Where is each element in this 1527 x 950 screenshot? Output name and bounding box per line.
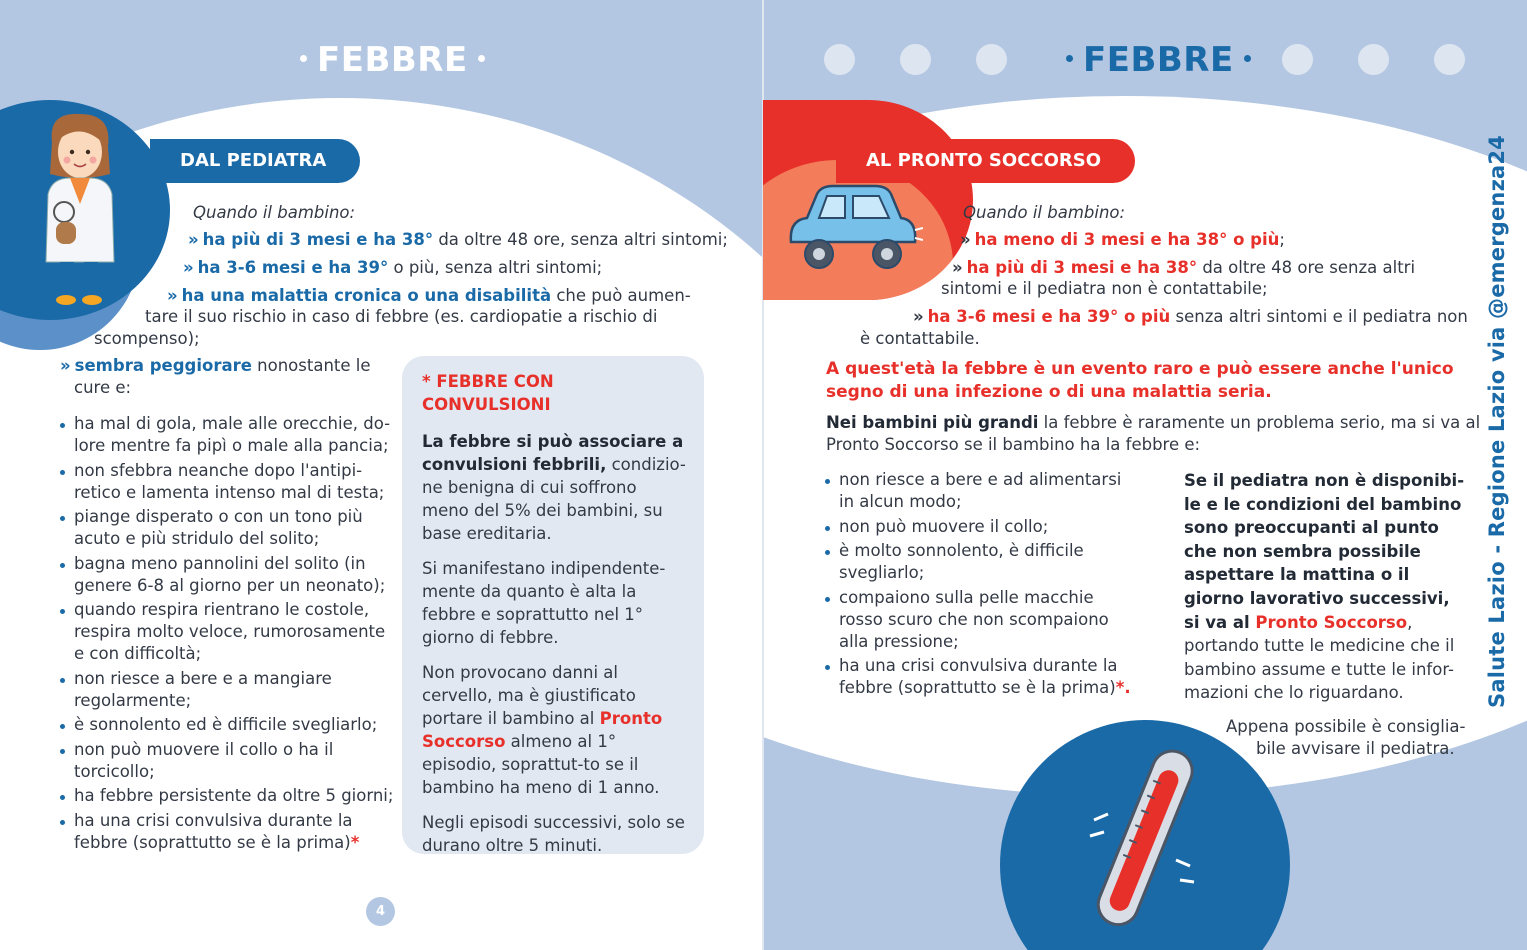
criteria-line-cont: cure e: (74, 378, 132, 397)
criteria-line: » ha una malattia cronica o una disabilità che può aumen- (167, 286, 691, 305)
car-illustration (783, 180, 923, 275)
list-item: quando respira rientrano le costole, respira molto veloce, rumorosamente e con difficoltà; (60, 599, 395, 665)
criteria-line-cont: è contattabile. (860, 329, 980, 348)
box-paragraph: Si manifestano indipendente-mente da quanto è alta la febbre e soprattutto nel 1° giorno di febbre. (422, 559, 666, 647)
criteria-line: » ha più di 3 mesi e ha 38° da oltre 48 ore senza altri (952, 258, 1416, 277)
older-children-text: Pronto Soccorso se il bambino ha la febbre e: (826, 435, 1201, 454)
pediatrician-unavailable-text: Se il pediatra non è disponibi- le e le condizioni del bambino sono preoccupanti al punto che non sembra possibile aspettare la mattina o il giorno lavorativo successivi, si va al Pronto Soccorso, portando tutte le medicine che il bambino assume e tutte le infor- mazioni che lo riguardano. (1184, 471, 1465, 703)
list-item: non riesce a bere e ad alimentarsi in alcun modo; (825, 469, 1155, 513)
page-title: FEBBRE (290, 40, 495, 80)
list-item: ha una crisi convulsiva durante la febbre (soprattutto se è la prima)*. (825, 655, 1155, 699)
criteria-line-cont: sintomi e il pediatra non è contattabile; (941, 279, 1268, 298)
asterisk-mark: * (350, 832, 360, 852)
emergency-symptom-list (825, 469, 1155, 702)
decorative-dot (824, 44, 855, 75)
symptom-list (60, 413, 395, 856)
list-item: piange disperato o con un tono più acuto e più stridulo del solito; (60, 506, 395, 550)
list-item: ha mal di gola, male alle orecchie, do- lore mentre fa pipì o male alla pancia; (60, 413, 395, 457)
box-title: * FEBBRE CON CONVULSIONI (422, 372, 554, 414)
criteria-line: » ha 3-6 mesi e ha 39° o più, senza altri sintomi; (183, 258, 603, 277)
list-item: non può muovere il collo; (825, 516, 1155, 538)
criteria-line: » ha 3-6 mesi e ha 39° o più senza altri sintomi e il pediatra non (913, 307, 1468, 326)
warning-text: A quest'età la febbre è un evento raro e può essere anche l'unico (826, 359, 1454, 379)
list-item: bagna meno pannolini del solito (in genere 6-8 al giorno per un neonato); (60, 553, 395, 597)
section-label-emergency: AL PRONTO SOCCORSO (836, 139, 1135, 183)
decorative-dot (1282, 44, 1313, 75)
intro-text: Quando il bambino: (963, 203, 1126, 222)
convulsions-info-box (402, 356, 704, 854)
list-item: ha una crisi convulsiva durante la febbre (soprattutto se è la prima)* (60, 810, 395, 854)
criteria-line: » ha meno di 3 mesi e ha 38° o più; (960, 230, 1285, 249)
criteria-line: » ha più di 3 mesi e ha 38° da oltre 48 ore, senza altri sintomi; (188, 230, 728, 249)
list-item: è molto sonnolento, è difficile svegliarlo; (825, 540, 1155, 584)
advice-text: bile avvisare il pediatra. (1256, 739, 1455, 758)
decorative-dot (900, 44, 931, 75)
list-item: ha febbre persistente da oltre 5 giorni; (60, 785, 395, 807)
source-watermark: Salute Lazio - Regione Lazio via @emergenza24 (1485, 135, 1509, 708)
criteria-line: » sembra peggiorare nonostante le (60, 356, 371, 375)
decorative-dot (976, 44, 1007, 75)
warning-text: segno di una infezione o di una malattia seria. (826, 382, 1272, 402)
criteria-line-cont: scompenso); (94, 329, 200, 348)
box-paragraph: Negli episodi successivi, solo se durano oltre 5 minuti. (422, 813, 685, 855)
list-item: compaiono sulla pelle macchie rosso scuro che non scompaiono alla pressione; (825, 587, 1155, 653)
decorative-dot (1358, 44, 1389, 75)
page-number: 4 (366, 897, 395, 926)
asterisk-mark: *. (1115, 678, 1131, 697)
decorative-dot (1434, 44, 1465, 75)
box-paragraph: Non provocano danni al cervello, ma è giustificato portare il bambino al Pronto Soccorso almeno al 1° episodio, soprattut-to se il bambino ha meno di 1 anno. (422, 663, 663, 797)
thermometer-illustration (1080, 740, 1200, 940)
list-item: è sonnolento ed è difficile svegliarlo; (60, 714, 395, 736)
list-item: non sfebbra neanche dopo l'antipi- retico e lamenta intenso mal di testa; (60, 460, 395, 504)
older-children-text: Nei bambini più grandi la febbre è raramente un problema serio, ma si va al (826, 413, 1481, 432)
advice-text: Appena possibile è consiglia- (1226, 717, 1466, 736)
doctor-illustration (40, 112, 118, 308)
section-label-pediatrician: DAL PEDIATRA (150, 139, 360, 183)
list-item: non riesce a bere e a mangiare regolarmente; (60, 668, 395, 712)
page-title: FEBBRE (1056, 40, 1261, 80)
intro-text: Quando il bambino: (193, 203, 356, 222)
list-item: non può muovere il collo o ha il torcicollo; (60, 739, 395, 783)
box-paragraph: La febbre si può associare a convulsioni febbrili, condizio-ne benigna di cui soffrono meno del 5% dei bambini, su base ereditaria. (422, 432, 686, 543)
criteria-line-cont: tare il suo rischio in caso di febbre (es. cardiopatie a rischio di (145, 307, 658, 326)
